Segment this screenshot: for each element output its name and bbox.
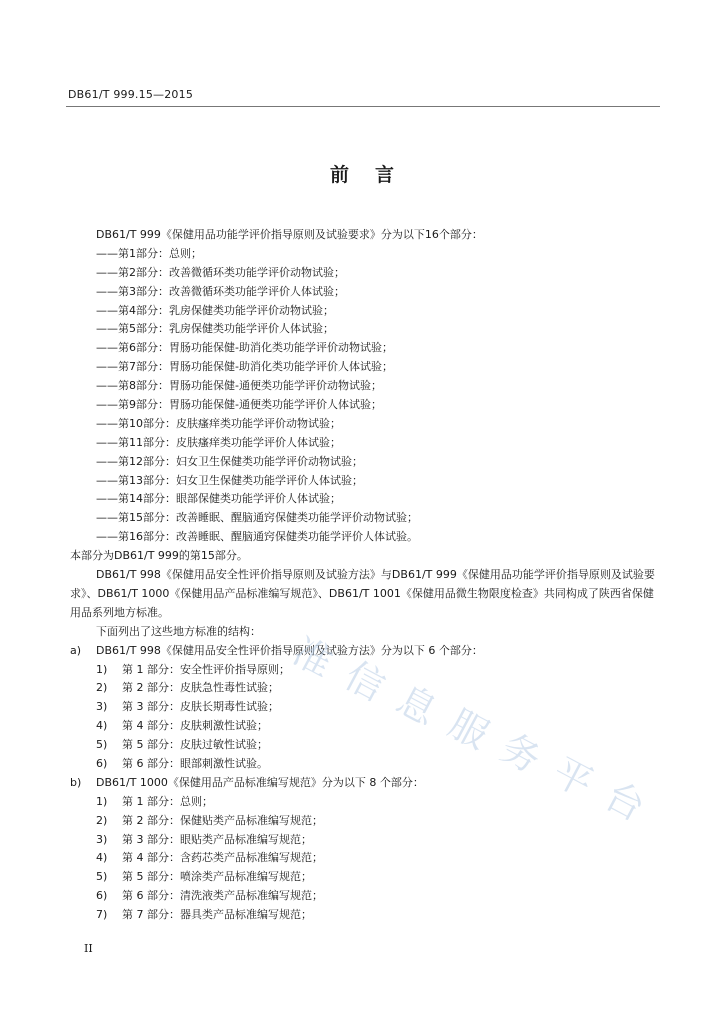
group-a-text: DB61/T 998《保健用品安全性评价指导原则及试验方法》分为以下 6 个部分： <box>96 643 483 657</box>
sub-part-text: 第 6 部分：清洗液类产品标准编写规范； <box>122 889 323 903</box>
part-list-item: ——第12部分：妇女卫生保健类功能学评价动物试验； <box>96 454 363 468</box>
foreword-body <box>70 226 662 925</box>
page-number: II <box>84 942 93 955</box>
sub-part-item <box>96 736 662 755</box>
group-a-items <box>96 661 662 774</box>
sub-part-text: 第 1 部分：总则； <box>122 794 213 808</box>
part-list-item: ——第2部分：改善微循环类功能学评价动物试验； <box>96 265 345 279</box>
svg-text:台: 台 <box>597 773 652 830</box>
part-list-item: ——第4部分：乳房保健类功能学评价动物试验； <box>96 303 334 317</box>
part-list-item: ——第6部分：胃肠功能保健-助消化类功能学评价动物试验； <box>96 341 393 355</box>
standard-code: DB61/T 999.15—2015 <box>68 88 194 101</box>
sub-part-item <box>96 906 662 925</box>
part-list-item: ——第5部分：乳房保健类功能学评价人体试验； <box>96 322 334 336</box>
part-list-item: ——第16部分：改善睡眠、醒脑通窍保健类功能学评价人体试验。 <box>96 530 418 544</box>
sub-part-item <box>96 679 662 698</box>
sub-part-text: 第 5 部分：喷涂类产品标准编写规范； <box>122 870 312 884</box>
sub-part-number: 6) <box>96 756 108 770</box>
sub-part-text: 第 5 部分：皮肤过敏性试验； <box>122 738 268 752</box>
part-list-item: ——第9部分：胃肠功能保健-通便类功能学评价人体试验； <box>96 398 382 412</box>
sub-part-text: 第 1 部分：安全性评价指导原则； <box>122 662 290 676</box>
part-list-item: ——第1部分：总则； <box>96 246 202 260</box>
sub-part-item <box>96 887 662 906</box>
parts-list <box>96 245 662 547</box>
sub-part-text: 第 2 部分：皮肤急性毒性试验； <box>122 681 279 695</box>
part-list-item: ——第14部分：眼部保健类功能学评价人体试验； <box>96 492 341 506</box>
svg-text:准: 准 <box>285 629 340 686</box>
sub-part-text: 第 3 部分：皮肤长期毒性试验； <box>122 700 279 714</box>
sub-part-text: 第 2 部分：保健贴类产品标准编写规范； <box>122 813 323 827</box>
sub-part-item <box>96 868 662 887</box>
sub-part-number: 5) <box>96 870 108 884</box>
related-standards-paragraph: DB61/T 998《保健用品安全性评价指导原则及试验方法》与DB61/T 999《保健用品功能学评价指导原则及试验要求》、DB61/T 1000《保健用品产品标准编写规范》、DB61/T 1001《保健用品微生物限度检查》共同构成了陕西省保健用品系列地方标准。 <box>70 568 655 619</box>
sub-part-text: 第 3 部分：眼贴类产品标准编写规范； <box>122 832 312 846</box>
sub-part-item <box>96 661 662 680</box>
group-a-marker: a) <box>70 643 82 657</box>
part-list-item: ——第13部分：妇女卫生保健类功能学评价人体试验； <box>96 473 363 487</box>
part-list-item: ——第11部分：皮肤瘙痒类功能学评价人体试验； <box>96 435 341 449</box>
sub-part-number: 3) <box>96 832 108 846</box>
sub-part-text: 第 4 部分：含药芯类产品标准编写规范； <box>122 851 323 865</box>
sub-part-text: 第 6 部分：眼部刺激性试验。 <box>122 756 268 770</box>
group-b-marker: b) <box>70 775 82 789</box>
svg-text:息: 息 <box>389 677 444 734</box>
sub-part-number: 4) <box>96 851 108 865</box>
part-list-item: ——第8部分：胃肠功能保健-通便类功能学评价动物试验； <box>96 379 382 393</box>
sub-part-item <box>96 755 662 774</box>
svg-text:务: 务 <box>493 725 548 782</box>
sub-part-number: 6) <box>96 889 108 903</box>
sub-part-item <box>96 831 662 850</box>
svg-text:服: 服 <box>441 701 496 758</box>
this-part-statement: 本部分为DB61/T 999的第15部分。 <box>70 549 248 563</box>
sub-part-item <box>96 717 662 736</box>
part-list-item: ——第3部分：改善微循环类功能学评价人体试验； <box>96 284 345 298</box>
group-b-text: DB61/T 1000《保健用品产品标准编写规范》分为以下 8 个部分： <box>96 775 424 789</box>
sub-part-item <box>96 793 662 812</box>
structure-intro: 下面列出了这些地方标准的结构： <box>96 624 261 638</box>
sub-part-item <box>96 812 662 831</box>
sub-part-number: 4) <box>96 719 108 733</box>
part-list-item: ——第10部分：皮肤瘙痒类功能学评价动物试验； <box>96 416 341 430</box>
sub-part-text: 第 4 部分：皮肤刺激性试验； <box>122 719 268 733</box>
sub-part-item <box>96 849 662 868</box>
svg-text:平: 平 <box>545 749 600 806</box>
sub-part-number: 2) <box>96 813 108 827</box>
group-b-items <box>96 793 662 925</box>
intro-paragraph: DB61/T 999《保健用品功能学评价指导原则及试验要求》分为以下16个部分： <box>96 228 483 241</box>
group-a-heading <box>70 642 662 661</box>
part-list-item: ——第7部分：胃肠功能保健-助消化类功能学评价人体试验； <box>96 360 393 374</box>
svg-text:信: 信 <box>337 653 392 710</box>
sub-part-number: 5) <box>96 738 108 752</box>
sub-part-number: 7) <box>96 908 108 922</box>
sub-part-number: 1) <box>96 662 108 676</box>
sub-part-text: 第 7 部分：器具类产品标准编写规范； <box>122 908 312 922</box>
sub-part-number: 2) <box>96 681 108 695</box>
group-b-heading <box>70 774 662 793</box>
header-divider <box>66 106 660 107</box>
page-title: 前言 <box>329 164 420 186</box>
sub-part-item <box>96 698 662 717</box>
part-list-item: ——第15部分：改善睡眠、醒脑通窍保健类功能学评价动物试验； <box>96 511 418 525</box>
sub-part-number: 1) <box>96 794 108 808</box>
sub-part-number: 3) <box>96 700 108 714</box>
